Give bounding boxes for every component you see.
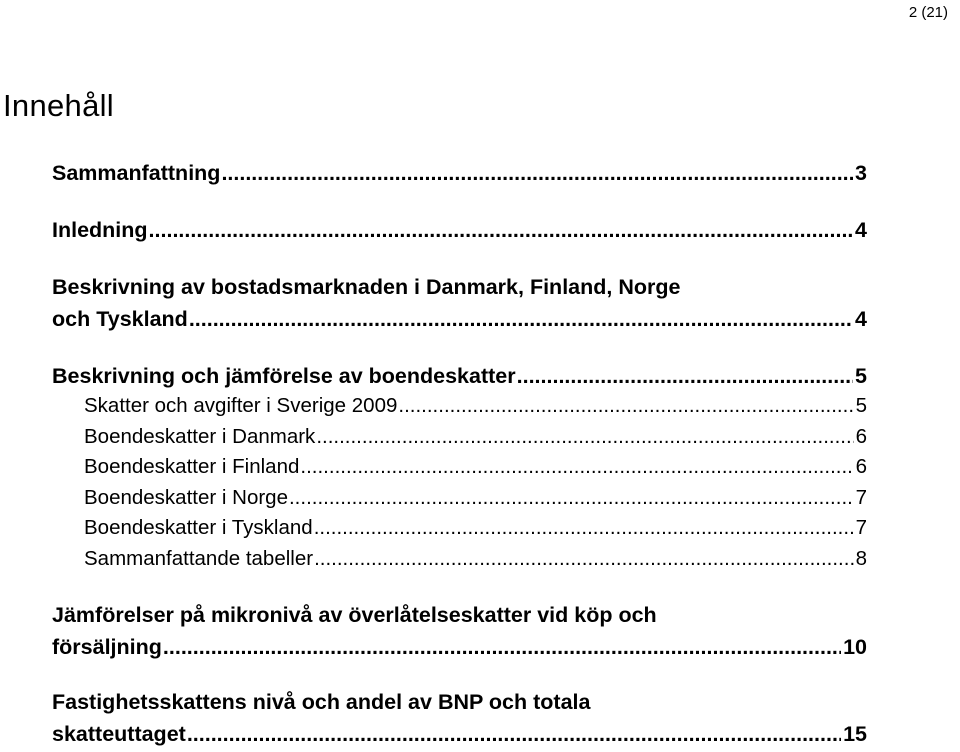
toc-entry-text: Inledning bbox=[52, 218, 148, 242]
toc-entry-page: 10 bbox=[843, 635, 867, 659]
toc-entry-danmark[interactable] bbox=[84, 423, 867, 450]
toc-entry-page: 4 bbox=[855, 218, 867, 242]
toc-entry-tabeller[interactable] bbox=[84, 545, 867, 572]
toc-entry-text: Sammanfattande tabeller bbox=[84, 547, 314, 570]
toc-entry-page: 8 bbox=[855, 547, 867, 570]
toc-entry-inledning[interactable] bbox=[52, 214, 867, 246]
toc-entry-page: 7 bbox=[855, 486, 867, 509]
toc-entry-text: Boendeskatter i Tyskland bbox=[84, 516, 313, 539]
toc-entry-text: Boendeskatter i Finland bbox=[84, 455, 300, 478]
toc-entry-fastighetsskatt[interactable] bbox=[52, 686, 867, 750]
toc-entry-tyskland[interactable] bbox=[84, 514, 867, 541]
toc-entry-page: 15 bbox=[843, 722, 867, 746]
toc-entry-sammanfattning[interactable] bbox=[52, 157, 867, 189]
toc-entry-text: Skatter och avgifter i Sverige 2009 bbox=[84, 394, 398, 417]
dot-leader bbox=[221, 157, 853, 189]
dot-leader bbox=[289, 484, 854, 511]
dot-leader bbox=[314, 545, 854, 572]
toc-entry-text: Beskrivning och jämförelse av boendeskatter bbox=[52, 364, 516, 388]
toc-entry-sverige[interactable] bbox=[84, 392, 867, 419]
toc-entry-page: 6 bbox=[855, 425, 867, 448]
toc-entry-page: 6 bbox=[855, 455, 867, 478]
toc-entry-text: Sammanfattning bbox=[52, 161, 221, 185]
toc-entry-text: och Tyskland bbox=[52, 307, 188, 331]
dot-leader bbox=[187, 718, 841, 750]
dot-leader bbox=[149, 214, 853, 246]
toc-title: Innehåll bbox=[3, 88, 114, 123]
toc-entry-page: 3 bbox=[855, 161, 867, 185]
toc-entry-norge[interactable] bbox=[84, 484, 867, 511]
toc-entry-text: Boendeskatter i Norge bbox=[84, 486, 288, 509]
toc-entry-text: försäljning bbox=[52, 635, 162, 659]
dot-leader bbox=[517, 360, 853, 392]
toc-entry-page: 4 bbox=[855, 307, 867, 331]
toc-entry-first-line: Fastighetsskattens nivå och andel av BNP och totala bbox=[52, 690, 591, 714]
toc-entry-finland[interactable] bbox=[84, 453, 867, 480]
toc-entry-bostadsmarknaden[interactable] bbox=[52, 271, 867, 335]
toc-entry-mikroniva[interactable] bbox=[52, 599, 867, 663]
toc-entry-page: 7 bbox=[855, 516, 867, 539]
toc-entry-boendeskatter[interactable] bbox=[52, 360, 867, 392]
dot-leader bbox=[314, 514, 854, 541]
dot-leader bbox=[163, 631, 841, 663]
toc-entry-first-line: Beskrivning av bostadsmarknaden i Danmark, Finland, Norge bbox=[52, 275, 681, 299]
page-number: 2 (21) bbox=[908, 4, 948, 21]
dot-leader bbox=[398, 392, 853, 419]
dot-leader bbox=[189, 303, 853, 335]
dot-leader bbox=[316, 423, 853, 450]
toc-entry-page: 5 bbox=[855, 394, 867, 417]
toc-entry-text: Boendeskatter i Danmark bbox=[84, 425, 316, 448]
toc-entry-first-line: Jämförelser på mikronivå av överlåtelseskatter vid köp och bbox=[52, 603, 657, 627]
toc-entry-page: 5 bbox=[855, 364, 867, 388]
dot-leader bbox=[300, 453, 853, 480]
toc-entry-text: skatteuttaget bbox=[52, 722, 186, 746]
